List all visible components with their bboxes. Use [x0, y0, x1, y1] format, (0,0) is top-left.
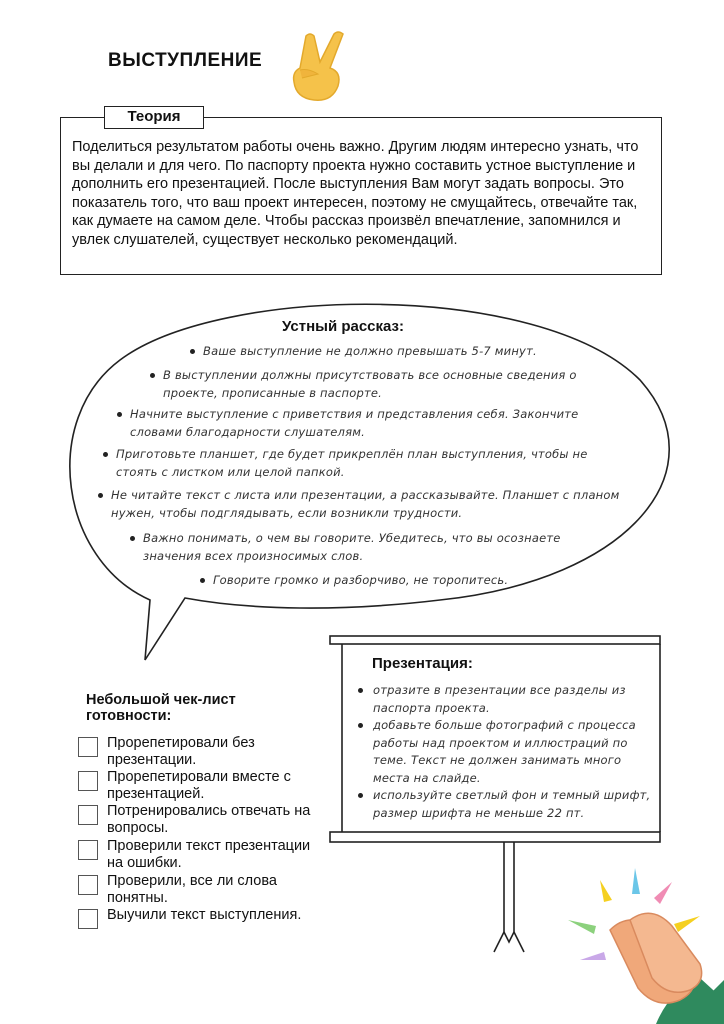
bullet-icon: [358, 793, 363, 798]
oral-item: Не читайте текст с листа или презентации, а рассказывайте. Планшет с планом нужен, чтобы подглядывать, если возникли трудности.: [98, 486, 631, 522]
checkbox[interactable]: [78, 737, 98, 757]
checkbox[interactable]: [78, 875, 98, 895]
presentation-item: отразите в презентации все разделы из паспорта проекта.: [358, 682, 653, 717]
bullet-icon: [150, 373, 155, 378]
presentation-item: используйте светлый фон и темный шрифт, размер шрифта не меньше 22 пт.: [358, 787, 653, 822]
oral-item: Ваше выступление не должно превышать 5-7 минут.: [190, 342, 570, 360]
page-title: ВЫСТУПЛЕНИЕ: [108, 50, 263, 71]
presentation-title: Презентация:: [372, 655, 473, 672]
oral-item: Начните выступление с приветствия и представления себя. Закончите словами благодарности слушателям.: [117, 405, 618, 441]
theory-text: Поделиться результатом работы очень важно. Другим людям интересно узнать, что вы делали и для чего. По паспорту проекта нужно составить устное выступление и дополнить его презентацией. После выступления Вам могут задать вопросы. Это показатель того, что ваш проект интересен, поэтому не смущайтесь, отвечайте так, как думаете на самом деле. Чтобы рассказ произвёл впечатление, запомнился и увлек слушателей, существует несколько рекомендаций.: [72, 139, 639, 248]
theory-label: Теория: [104, 106, 204, 129]
oral-item: Говорите громко и разборчиво, не торопитесь.: [200, 571, 540, 589]
oral-item: Важно понимать, о чем вы говорите. Убедитесь, что вы осознаете значения всех произносимых слов.: [130, 529, 603, 565]
checkbox[interactable]: [78, 840, 98, 860]
bullet-icon: [98, 493, 103, 498]
oral-title: Устный рассказ:: [282, 318, 405, 335]
oral-item: Приготовьте планшет, где будет прикреплён план выступления, чтобы не стоять с листком или целой папкой.: [103, 445, 621, 481]
presentation-item: добавьте больше фотографий с процесса работы над проектом и иллюстраций по теме. Текст не должен занимать много места на слайде.: [358, 717, 653, 787]
presentation-list: [358, 682, 653, 822]
bullet-icon: [130, 536, 135, 541]
bullet-icon: [190, 349, 195, 354]
checklist-title: Небольшой чек-лист готовности:: [86, 692, 236, 724]
bullet-icon: [358, 688, 363, 693]
clapping-hands-icon: [560, 860, 724, 1024]
oral-item: В выступлении должны присутствовать все основные сведения о проекте, прописанные в паспорте.: [150, 366, 613, 402]
bullet-icon: [103, 452, 108, 457]
checkbox[interactable]: [78, 805, 98, 825]
bullet-icon: [358, 723, 363, 728]
bullet-icon: [117, 412, 122, 417]
checkbox[interactable]: [78, 909, 98, 929]
checkbox[interactable]: [78, 771, 98, 791]
bullet-icon: [200, 578, 205, 583]
